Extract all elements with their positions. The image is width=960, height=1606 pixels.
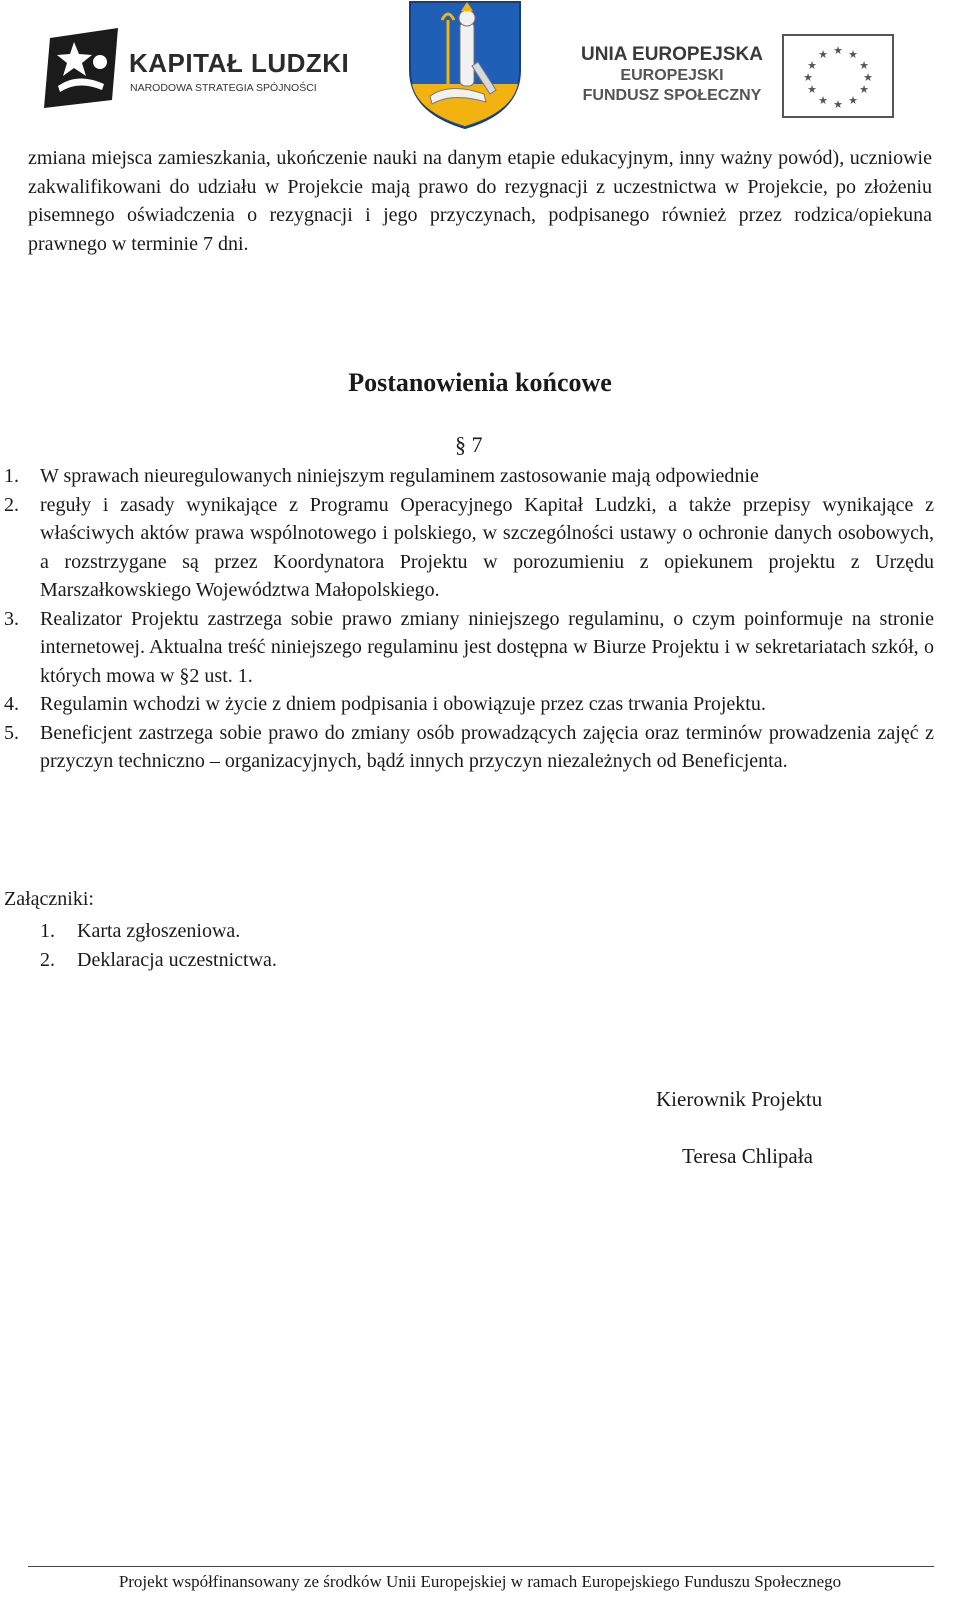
list-item	[4, 719, 934, 776]
svg-text:★: ★	[859, 84, 869, 96]
list-item-text: Realizator Projektu zastrzega sobie prawo zmiany niniejszego regulaminu, o czym poinformuje na stronie internetowej. Aktualna treść niniejszego regulaminu jest dostępna w Biurze Projektu i w sekretariatach szkół, o których mowa w §2 ust. 1.	[40, 607, 934, 687]
list-item-text: W sprawach nieuregulowanych niniejszym regulaminem zastosowanie mają odpowiednie	[40, 465, 759, 487]
svg-text:★: ★	[848, 49, 858, 61]
eu-fund-label-1: EUROPEJSKI	[620, 67, 724, 84]
kapital-ludzki-logo	[44, 28, 350, 108]
paragraph-mark: § 7	[455, 432, 483, 457]
list-item-number: 2.	[4, 493, 19, 516]
svg-text:★: ★	[848, 95, 858, 107]
svg-text:★: ★	[818, 49, 828, 61]
list-item-number: 4.	[4, 693, 19, 715]
attachment-number: 1.	[40, 920, 55, 942]
attachments-label: Załączniki:	[4, 888, 94, 910]
list-item-text: Regulamin wchodzi w życie z dniem podpisania i obowiązuje przez czas trwania Projektu.	[40, 693, 766, 715]
svg-text:★: ★	[859, 60, 869, 72]
section-title: Postanowienia końcowe	[348, 368, 612, 397]
svg-text:★: ★	[803, 72, 813, 84]
attachments-list	[40, 917, 277, 975]
list-item-number: 1.	[4, 465, 19, 487]
attachment-text: Karta zgłoszeniowa.	[77, 920, 241, 942]
svg-text:★: ★	[807, 60, 817, 72]
list-item	[4, 491, 934, 605]
eu-union-label: UNIA EUROPEJSKA	[581, 44, 763, 65]
svg-text:★: ★	[807, 84, 817, 96]
eu-text-block	[572, 44, 772, 106]
attachment-item	[40, 946, 277, 975]
eu-flag-icon	[782, 34, 894, 118]
eu-fund-label-2: FUNDUSZ SPOŁECZNY	[582, 87, 762, 104]
attachment-number: 2.	[40, 949, 55, 971]
attachment-text: Deklaracja uczestnictwa.	[77, 949, 277, 971]
svg-text:★: ★	[833, 45, 843, 57]
kapital-ludzki-title: KAPITAŁ LUDZKI	[129, 48, 350, 78]
list-item-text: reguły i zasady wynikające z Programu Operacyjnego Kapitał Ludzki, a także przepisy wynikające z właściwych aktów prawa wspólnotowego i polskiego, w szczególności ustawy o ochronie danych osobowych, a rozstrzygane są przez Koordynatora Projektu w porozumieniu z opiekunem projektu z Urzędu Marszałkowskiego Województwa Małopolskiego.	[40, 493, 934, 601]
header-logos	[0, 0, 960, 140]
footer-text: Projekt współfinansowany ze środków Unii Europejskiej w ramach Europejskiego Funduszu Społecznego	[118, 1572, 842, 1591]
list-item-text: Beneficjent zastrzega sobie prawo do zmiany osób prowadzących zajęcia oraz terminów prowadzenia zajęć z przyczyn techniczno – organizacyjnych, bądź innych przyczyn niezależnych od Beneficjenta.	[40, 721, 934, 772]
svg-text:★: ★	[818, 95, 828, 107]
municipal-crest-icon	[400, 0, 530, 130]
svg-text:★: ★	[863, 72, 873, 84]
kapital-ludzki-logo-icon	[44, 28, 122, 108]
svg-text:★: ★	[833, 99, 843, 111]
list-item-number: 3.	[4, 607, 19, 630]
provisions-list	[4, 462, 934, 776]
intro-paragraph: zmiana miejsca zamieszkania, ukończenie nauki na danym etapie edukacyjnym, inny ważny powód), uczniowie zakwalifikowani do udziału w Projekcie mają prawo do rezygnacji z uczestnictwa w Projekcie, po złożeniu pisemnego oświadczenia o rezygnacji i jego przyczynach, podpisanego również przez rodzica/opiekuna prawnego w terminie 7 dni.	[28, 147, 932, 255]
footer-divider	[28, 1566, 934, 1567]
attachment-item	[40, 917, 277, 946]
list-item-number: 5.	[4, 721, 19, 744]
signature-name: Teresa Chlipała	[682, 1144, 813, 1168]
list-item	[4, 690, 934, 719]
list-item	[4, 605, 934, 691]
kapital-ludzki-subtitle: NARODOWA STRATEGIA SPÓJNOŚCI	[130, 82, 317, 94]
signature-role: Kierownik Projektu	[656, 1087, 823, 1111]
list-item	[4, 462, 934, 491]
